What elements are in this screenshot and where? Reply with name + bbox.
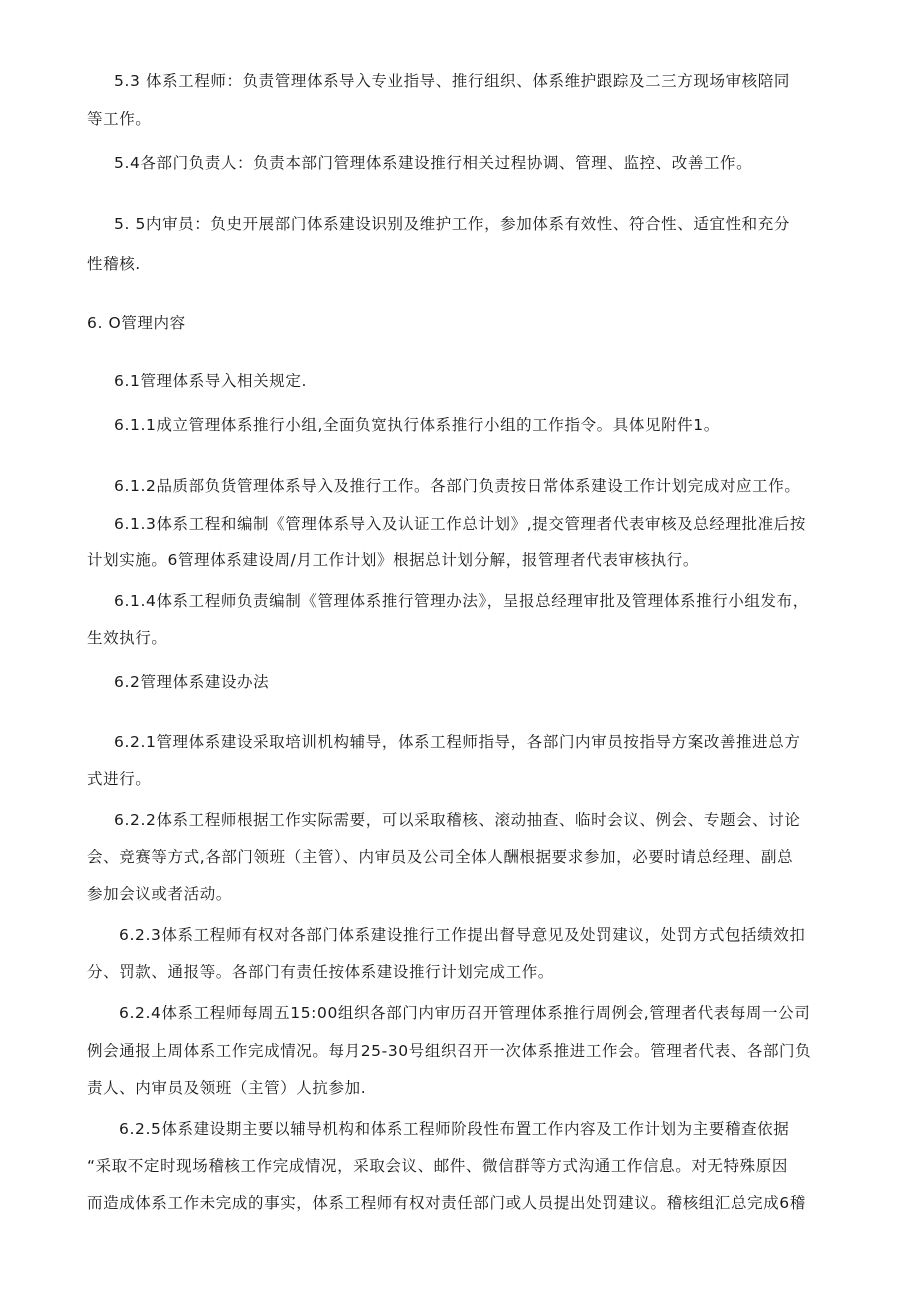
text-line: 6.2.2体系工程师根据工作实际需要，可以采取稽核、滚动抽查、临时会议、例会、专题会、讨论 bbox=[114, 811, 801, 829]
text-line: 会、竞赛等方式,各部门领班（主管）、内审员及公司全体人酬根据要求参加，必要时请总经理、副总 bbox=[87, 848, 794, 866]
text-line: 等工作。 bbox=[87, 110, 152, 128]
text-line: 生效执行。 bbox=[87, 629, 168, 647]
text-line: 性稽核. bbox=[87, 255, 141, 273]
text-line: 6.1.3体系工程和编制《管理体系导入及认证工作总计划》,提交管理者代表审核及总经理批准后按 bbox=[114, 515, 806, 533]
text-line: 6.2.3体系工程师有权对各部门体系建设推行工作提出督导意见及处罚建议，处罚方式包括绩效扣 bbox=[119, 926, 806, 944]
subsection-heading: 6.2管理体系建设办法 bbox=[114, 673, 270, 691]
text-line: 而造成体系工作未完成的事实，体系工程师有权对责任部门或人员提出处罚建议。稽核组汇总完成6稽 bbox=[87, 1194, 806, 1212]
subsection-heading: 6.1管理体系导入相关规定. bbox=[114, 372, 307, 390]
text-line: 5.3 体系工程师：负责管理体系导入专业指导、推行组织、体系维护跟踪及二三方现场审核陪同 bbox=[114, 72, 790, 90]
text-line: 分、罚款、通报等。各部门有责任按体系建设推行计划完成工作。 bbox=[87, 963, 554, 981]
text-line: 6.2.5体系建设期主要以辅导机构和体系工程师阶段性布置工作内容及工作计划为主要稽查依据 bbox=[119, 1120, 790, 1138]
text-line: 责人、内审员及领班（主管）人抗参加. bbox=[87, 1079, 367, 1097]
text-line: 5. 5内审员：负史开展部门体系建设识别及维护工作，参加体系有效性、符合性、适宜性和充分 bbox=[114, 215, 790, 233]
text-line: 6.1.2品质部负货管理体系导入及推行工作。各部门负责按日常体系建设工作计划完成对应工作。 bbox=[114, 477, 801, 495]
text-line: 6.2.4体系工程师每周五15:00组织各部门内审历召开管理体系推行周例会,管理者代表每周一公司 bbox=[119, 1004, 811, 1022]
text-line: “采取不定时现场稽核工作完成情况，采取会议、邮件、微信群等方式沟通工作信息。对无特殊原因 bbox=[87, 1157, 788, 1175]
text-line: 6.2.1管理体系建设采取培训机构辅导，体系工程师指导，各部门内审员按指导方案改善推进总方 bbox=[114, 733, 801, 751]
text-line: 计划实施。6管理体系建设周/月工作计划》根据总计划分解，报管理者代表审核执行。 bbox=[87, 551, 699, 569]
text-line: 例会通报上周体系工作完成情况。每月25-30号组织召开一次体系推进工作会。管理者代表、各部门负 bbox=[87, 1042, 812, 1060]
text-line: 式进行。 bbox=[87, 770, 152, 788]
text-line: 参加会议或者活动。 bbox=[87, 885, 232, 903]
text-line: 5.4各部门负责人：负责本部门管理体系建设推行相关过程协调、管理、监控、改善工作。 bbox=[114, 154, 753, 172]
text-line: 6.1.4体系工程师负责编制《管理体系推行管理办法》，呈报总经理审批及管理体系推行小组发布， bbox=[114, 592, 809, 610]
text-line: 6.1.1成立管理体系推行小组,全面负宽执行体系推行小组的工作指令。具体见附件1。 bbox=[114, 416, 720, 434]
section-heading: 6. O管理内容 bbox=[87, 314, 186, 332]
